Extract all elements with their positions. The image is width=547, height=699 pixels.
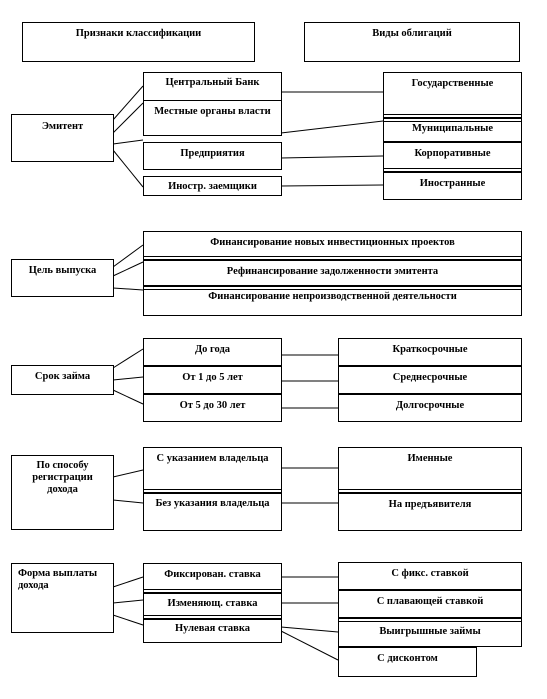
issuer-central-bank-label: Центральный Банк	[165, 77, 260, 88]
issuer-divider	[144, 100, 281, 101]
criterion-emitter: Эмитент	[11, 114, 114, 162]
connector-line	[113, 390, 143, 404]
bond-type-bearer: На предъявителя	[338, 493, 522, 531]
issuer-local-authorities-label: Местные органы власти	[154, 106, 271, 117]
criterion-loan-term: Срок займа	[11, 365, 114, 395]
bond-type-corporate: Корпоративные	[383, 142, 522, 172]
connector-line	[113, 500, 143, 503]
connector-line	[113, 377, 143, 380]
bond-type-registered: Именные	[338, 447, 522, 493]
term-up-to-year: До года	[143, 338, 282, 366]
bond-type-long-term: Долгосрочные	[338, 394, 522, 422]
connector-line	[281, 627, 338, 632]
rate-zero: Нулевая ставка	[143, 619, 282, 643]
connector-line	[113, 615, 143, 625]
bond-type-lottery-loans: Выигрышные займы	[338, 618, 522, 647]
connector-line	[113, 577, 143, 587]
connector-line	[113, 86, 143, 120]
connector-line	[113, 288, 143, 290]
purpose-nonproduction: Финансирование непроизводственной деятельности	[143, 286, 522, 316]
connector-line	[281, 185, 383, 186]
purpose-refinancing: Рефинансирование задолженности эмитента	[143, 260, 522, 286]
header-bond-types: Виды облигаций	[304, 22, 520, 62]
bond-type-discount: С дисконтом	[338, 647, 477, 677]
bond-type-short-term: Краткосрочные	[338, 338, 522, 366]
criterion-registration: По способу регистрации дохода	[11, 455, 114, 530]
connector-line	[113, 349, 143, 368]
issuer-enterprises: Предприятия	[143, 142, 282, 170]
bond-type-government: Государственные	[383, 72, 522, 118]
bond-type-foreign: Иностранные	[383, 172, 522, 200]
issuer-central-bank	[143, 72, 282, 136]
bond-type-municipal: Муниципальные	[383, 118, 522, 142]
method-without-owner: Без указания владельца	[143, 493, 282, 531]
bond-type-medium-term: Среднесрочные	[338, 366, 522, 394]
criterion-income-payment: Форма выплаты дохода	[11, 563, 114, 633]
connector-line	[113, 140, 143, 144]
connector-line	[113, 600, 143, 603]
criterion-issue-purpose: Цель выпуска	[11, 259, 114, 297]
method-with-owner: С указанием владельца	[143, 447, 282, 493]
issuer-foreign-borrowers: Иностр. заемщики	[143, 176, 282, 196]
connector-line	[113, 103, 143, 133]
connector-line	[281, 121, 383, 133]
connector-line	[113, 470, 143, 477]
connector-line	[113, 150, 143, 187]
rate-variable: Изменяющ. ставка	[143, 593, 282, 619]
term-5-to-30-years: От 5 до 30 лет	[143, 394, 282, 422]
connector-line	[281, 156, 383, 158]
term-1-to-5-years: От 1 до 5 лет	[143, 366, 282, 394]
header-criteria: Признаки классификации	[22, 22, 255, 62]
rate-fixed: Фиксирован. ставка	[143, 563, 282, 593]
bond-type-floating-rate: С плавающей ставкой	[338, 590, 522, 618]
bond-type-fixed-rate: С фикс. ставкой	[338, 562, 522, 590]
connector-line	[281, 631, 338, 660]
purpose-new-projects: Финансирование новых инвестиционных проектов	[143, 231, 522, 260]
